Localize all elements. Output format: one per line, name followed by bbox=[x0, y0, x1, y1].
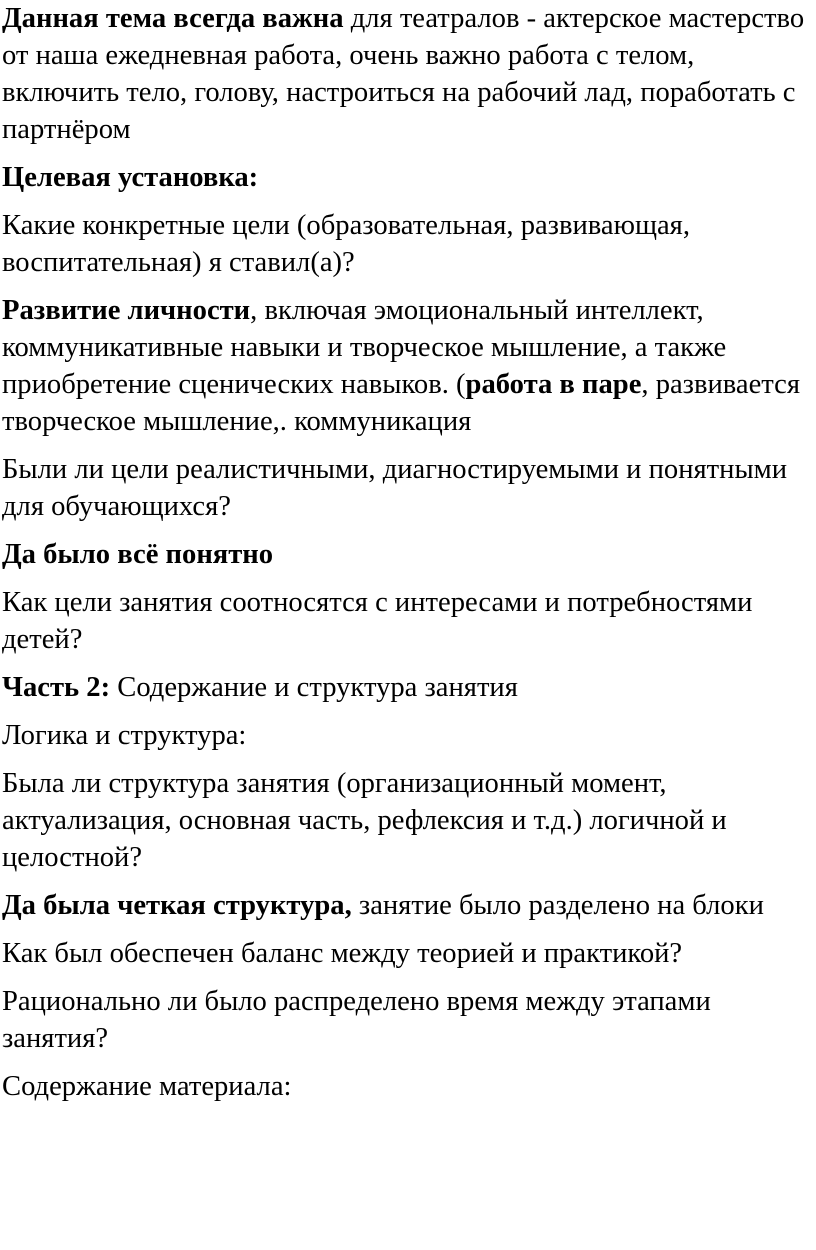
part-2-heading bbox=[2, 669, 812, 706]
personality-development-bold: Развитие личности bbox=[2, 295, 251, 326]
structure-answer bbox=[2, 887, 812, 924]
material-content-heading-text: Содержание материала: bbox=[2, 1071, 292, 1102]
intro-text: для театралов - актерское мастерство от наша ежедневная работа, очень важно работа с телом, включить тело, голову, настроиться на рабочий лад, поработать с партнёром bbox=[2, 3, 805, 145]
structure-answer-text: занятие было разделено на блоки bbox=[351, 890, 764, 921]
personality-development-text: , включая эмоциональный интеллект, коммуникативные навыки и творческое мышление, а также приобретение сценических навыков. ( bbox=[2, 295, 727, 400]
logic-structure-heading bbox=[2, 717, 812, 754]
goal-setting-heading-text: Целевая установка: bbox=[2, 162, 259, 193]
time-distribution-question bbox=[2, 983, 812, 1057]
pair-work-bold: работа в паре bbox=[465, 369, 642, 400]
personality-development-paragraph bbox=[2, 292, 812, 440]
structure-answer-bold: Да была четкая структура, bbox=[2, 890, 352, 921]
balance-question-text: Как был обеспечен баланс между теорией и практикой? bbox=[2, 938, 683, 969]
goal-setting-heading bbox=[2, 159, 812, 196]
realistic-goals-question-text: Были ли цели реалистичными, диагностируемыми и понятными для обучающихся? bbox=[2, 454, 788, 522]
part-2-title: Содержание и структура занятия bbox=[110, 672, 518, 703]
intro-paragraph bbox=[2, 0, 812, 148]
logic-structure-heading-text: Логика и структура: bbox=[2, 720, 247, 751]
material-content-heading bbox=[2, 1068, 812, 1105]
time-distribution-question-text: Рационально ли было распределено время между этапами занятия? bbox=[2, 986, 711, 1054]
personality-development-tail: , развивается творческое мышление,. коммуникация bbox=[2, 369, 800, 437]
clear-answer-text: Да было всё понятно bbox=[2, 539, 274, 570]
interests-question-text: Как цели занятия соотносятся с интересами и потребностями детей? bbox=[2, 587, 753, 655]
goals-question bbox=[2, 207, 812, 281]
structure-question bbox=[2, 765, 812, 876]
part-2-label: Часть 2: bbox=[2, 672, 111, 703]
realistic-goals-question bbox=[2, 451, 812, 525]
intro-bold-lead: Данная тема всегда важна bbox=[2, 3, 344, 34]
interests-question bbox=[2, 584, 812, 658]
balance-question bbox=[2, 935, 812, 972]
goals-question-text: Какие конкретные цели (образовательная, развивающая, воспитательная) я ставил(а)? bbox=[2, 210, 690, 278]
clear-answer bbox=[2, 536, 812, 573]
structure-question-text: Была ли структура занятия (организационный момент, актуализация, основная часть, рефлексия и т.д.) логичной и целостной? bbox=[2, 768, 727, 873]
